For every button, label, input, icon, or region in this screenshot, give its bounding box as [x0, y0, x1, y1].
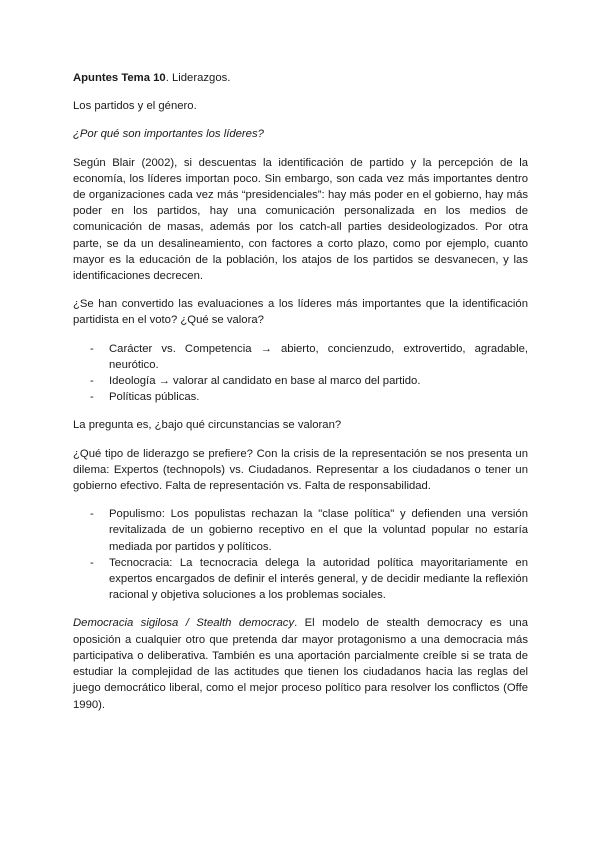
list-item: [73, 373, 528, 389]
stealth-democracy-term: Democracia sigilosa / Stealth democracy: [73, 617, 295, 630]
list-item-text: Populismo: Los populistas rechazan la "clase política" y defienden una versión revitalizada de un gobierno receptivo en el que la voluntad popular no estaría mediada por partidos y políticos.: [109, 508, 528, 553]
document-title: [73, 70, 528, 86]
paragraph-blair: Según Blair (2002), si descuentas la identificación de partido y la percepción de la economía, los líderes importan poco. Sin embargo, son cada vez más importantes dentro de organizaciones cada vez más “presidenciales”: hay más poder en el gobierno, hay más poder en los partidos, hay una comunicación personalizada en los medios de comunicación de masas, además por los catch-all parties desideologizados. Por otra parte, se da un desalineamiento, con factores a corto plazo, como por ejemplo, cuanto mayor es la educación de la población, los atajos de los partidos se desvanecen, y las identificaciones decrecen.: [73, 156, 528, 283]
list-item-text: Políticas públicas.: [109, 391, 200, 404]
paragraph-pregunta: La pregunta es, ¿bajo qué circunstancias se valoran?: [73, 419, 342, 432]
section-subtitle: Los partidos y el género.: [73, 100, 197, 113]
paragraph-evaluaciones: ¿Se han convertido las evaluaciones a los líderes más importantes que la identificación partidista en el voto? ¿Qué se valora?: [73, 298, 528, 327]
paragraph-stealth-democracy: [73, 615, 528, 712]
bullet-dash: -: [90, 556, 94, 569]
list-item: [73, 555, 528, 604]
title-rest: . Liderazgos.: [165, 72, 231, 84]
list-item: [73, 341, 528, 373]
list-item: [73, 506, 528, 555]
paragraph-liderazgo: ¿Qué tipo de liderazgo se prefiere? Con la crisis de la representación se nos presenta un dilema: Expertos (technopols) vs. Ciudadanos. Representar a los ciudadanos o tener un gobierno efectivo. Falta de representación vs. Falta de responsabilidad.: [73, 447, 528, 493]
stealth-democracy-text: . El modelo de stealth democracy es una oposición a cualquier otro que pretenda dar mayor protagonismo a una democracia más participativa o deliberativa. También es una aportación parcialmente creíble si se trata de estudiar la complejidad de las actitudes que tienen los ciudadanos hacia las reglas del juego democrático liberal, como el mejor proceso político para resolver los conflictos (Offe 1990).: [73, 617, 528, 711]
list-valoraciones: [73, 341, 528, 406]
list-item-text: Ideología → valorar al candidato en base al marco del partido.: [109, 375, 421, 388]
list-tipos-liderazgo: [73, 506, 528, 603]
title-bold: Apuntes Tema 10: [73, 72, 166, 84]
document-page: [73, 70, 528, 725]
bullet-dash: -: [90, 391, 94, 404]
bullet-dash: -: [90, 508, 94, 521]
bullet-dash: -: [90, 342, 94, 355]
list-item-text: Tecnocracia: La tecnocracia delega la autoridad política mayoritariamente en expertos encargados de definir el interés general, y de decidir mediante la reflexión racional y objetiva soluciones a los problemas sociales.: [109, 556, 528, 602]
bullet-dash: -: [90, 375, 94, 388]
list-item-text: Carácter vs. Competencia → abierto, concienzudo, extrovertido, agradable, neurótico.: [109, 342, 528, 371]
list-item: [73, 389, 528, 405]
question-heading: ¿Por qué son importantes los líderes?: [73, 128, 264, 141]
